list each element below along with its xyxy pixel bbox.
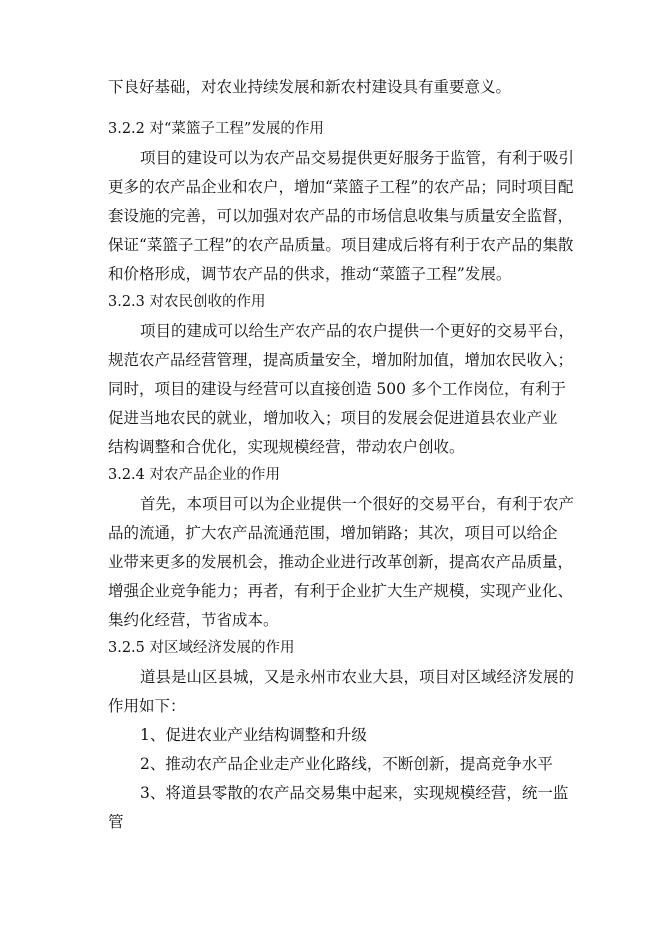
paragraph-line: 和价格形成，调节农产品的供求，推动“菜篮子工程”发展。 bbox=[108, 265, 512, 283]
paragraph-line: 道县是山区县城，又是永州市农业大县，项目对区域经济发展的 bbox=[140, 668, 575, 686]
paragraph-line: 促进当地农民的就业，增加收入；项目的发展会促进道县农业产业 bbox=[108, 409, 558, 427]
paragraph-line: 业带来更多的发展机会，推动企业进行改革创新，提高农产品质量， bbox=[108, 553, 574, 571]
paragraph-line: 项目的建设可以为农产品交易提供更好服务于监管，有利于吸引 bbox=[140, 149, 575, 167]
section-heading-3-2-4: 3.2.4 对农产品企业的作用 bbox=[108, 467, 281, 483]
list-item: 3、将道县零散的农产品交易集中起来，实现规模经营，统一监 bbox=[140, 784, 569, 802]
section-heading-3-2-5: 3.2.5 对区域经济发展的作用 bbox=[108, 640, 295, 656]
paragraph-line: 集约化经营，节省成本。 bbox=[108, 611, 279, 629]
paragraph-line: 规范农产品经营管理，提高质量安全，增加附加值，增加农民收入； bbox=[108, 351, 574, 369]
paragraph-line: 结构调整和合优化，实现规模经营，带动农户创收。 bbox=[108, 438, 465, 456]
list-item: 1、促进农业产业结构调整和升级 bbox=[140, 726, 367, 744]
paragraph-line: 套设施的完善，可以加强对农产品的市场信息收集与质量安全监督， bbox=[108, 207, 574, 225]
list-item-continuation: 管 bbox=[108, 813, 124, 831]
section-heading-3-2-3: 3.2.3 对农民创收的作用 bbox=[108, 294, 266, 310]
paragraph-line: 作用如下： bbox=[108, 697, 186, 715]
paragraph-line: 同时，项目的建设与经营可以直接创造 500 多个工作岗位，有利于 bbox=[108, 380, 566, 398]
paragraph-line: 首先，本项目可以为企业提供一个很好的交易平台，有利于农产 bbox=[140, 495, 575, 513]
intro-line: 下良好基础，对农业持续发展和新农村建设具有重要意义。 bbox=[108, 78, 512, 96]
paragraph-line: 更多的农产品企业和农户，增加“菜篮子工程”的农产品；同时项目配 bbox=[108, 178, 574, 196]
list-item: 2、推动农产品企业走产业化路线，不断创新，提高竞争水平 bbox=[140, 755, 553, 773]
paragraph-line: 品的流通，扩大农产品流通范围，增加销路；其次，项目可以给企 bbox=[108, 524, 558, 542]
paragraph-line: 增强企业竞争能力；再者，有利于企业扩大生产规模，实现产业化、 bbox=[108, 582, 574, 600]
paragraph-line: 项目的建成可以给生产农产品的农户提供一个更好的交易平台， bbox=[140, 322, 575, 340]
section-heading-3-2-2: 3.2.2 对“菜篮子工程”发展的作用 bbox=[108, 121, 324, 137]
paragraph-line: 保证“菜篮子工程”的农产品质量。项目建成后将有利于农产品的集散 bbox=[108, 236, 574, 254]
